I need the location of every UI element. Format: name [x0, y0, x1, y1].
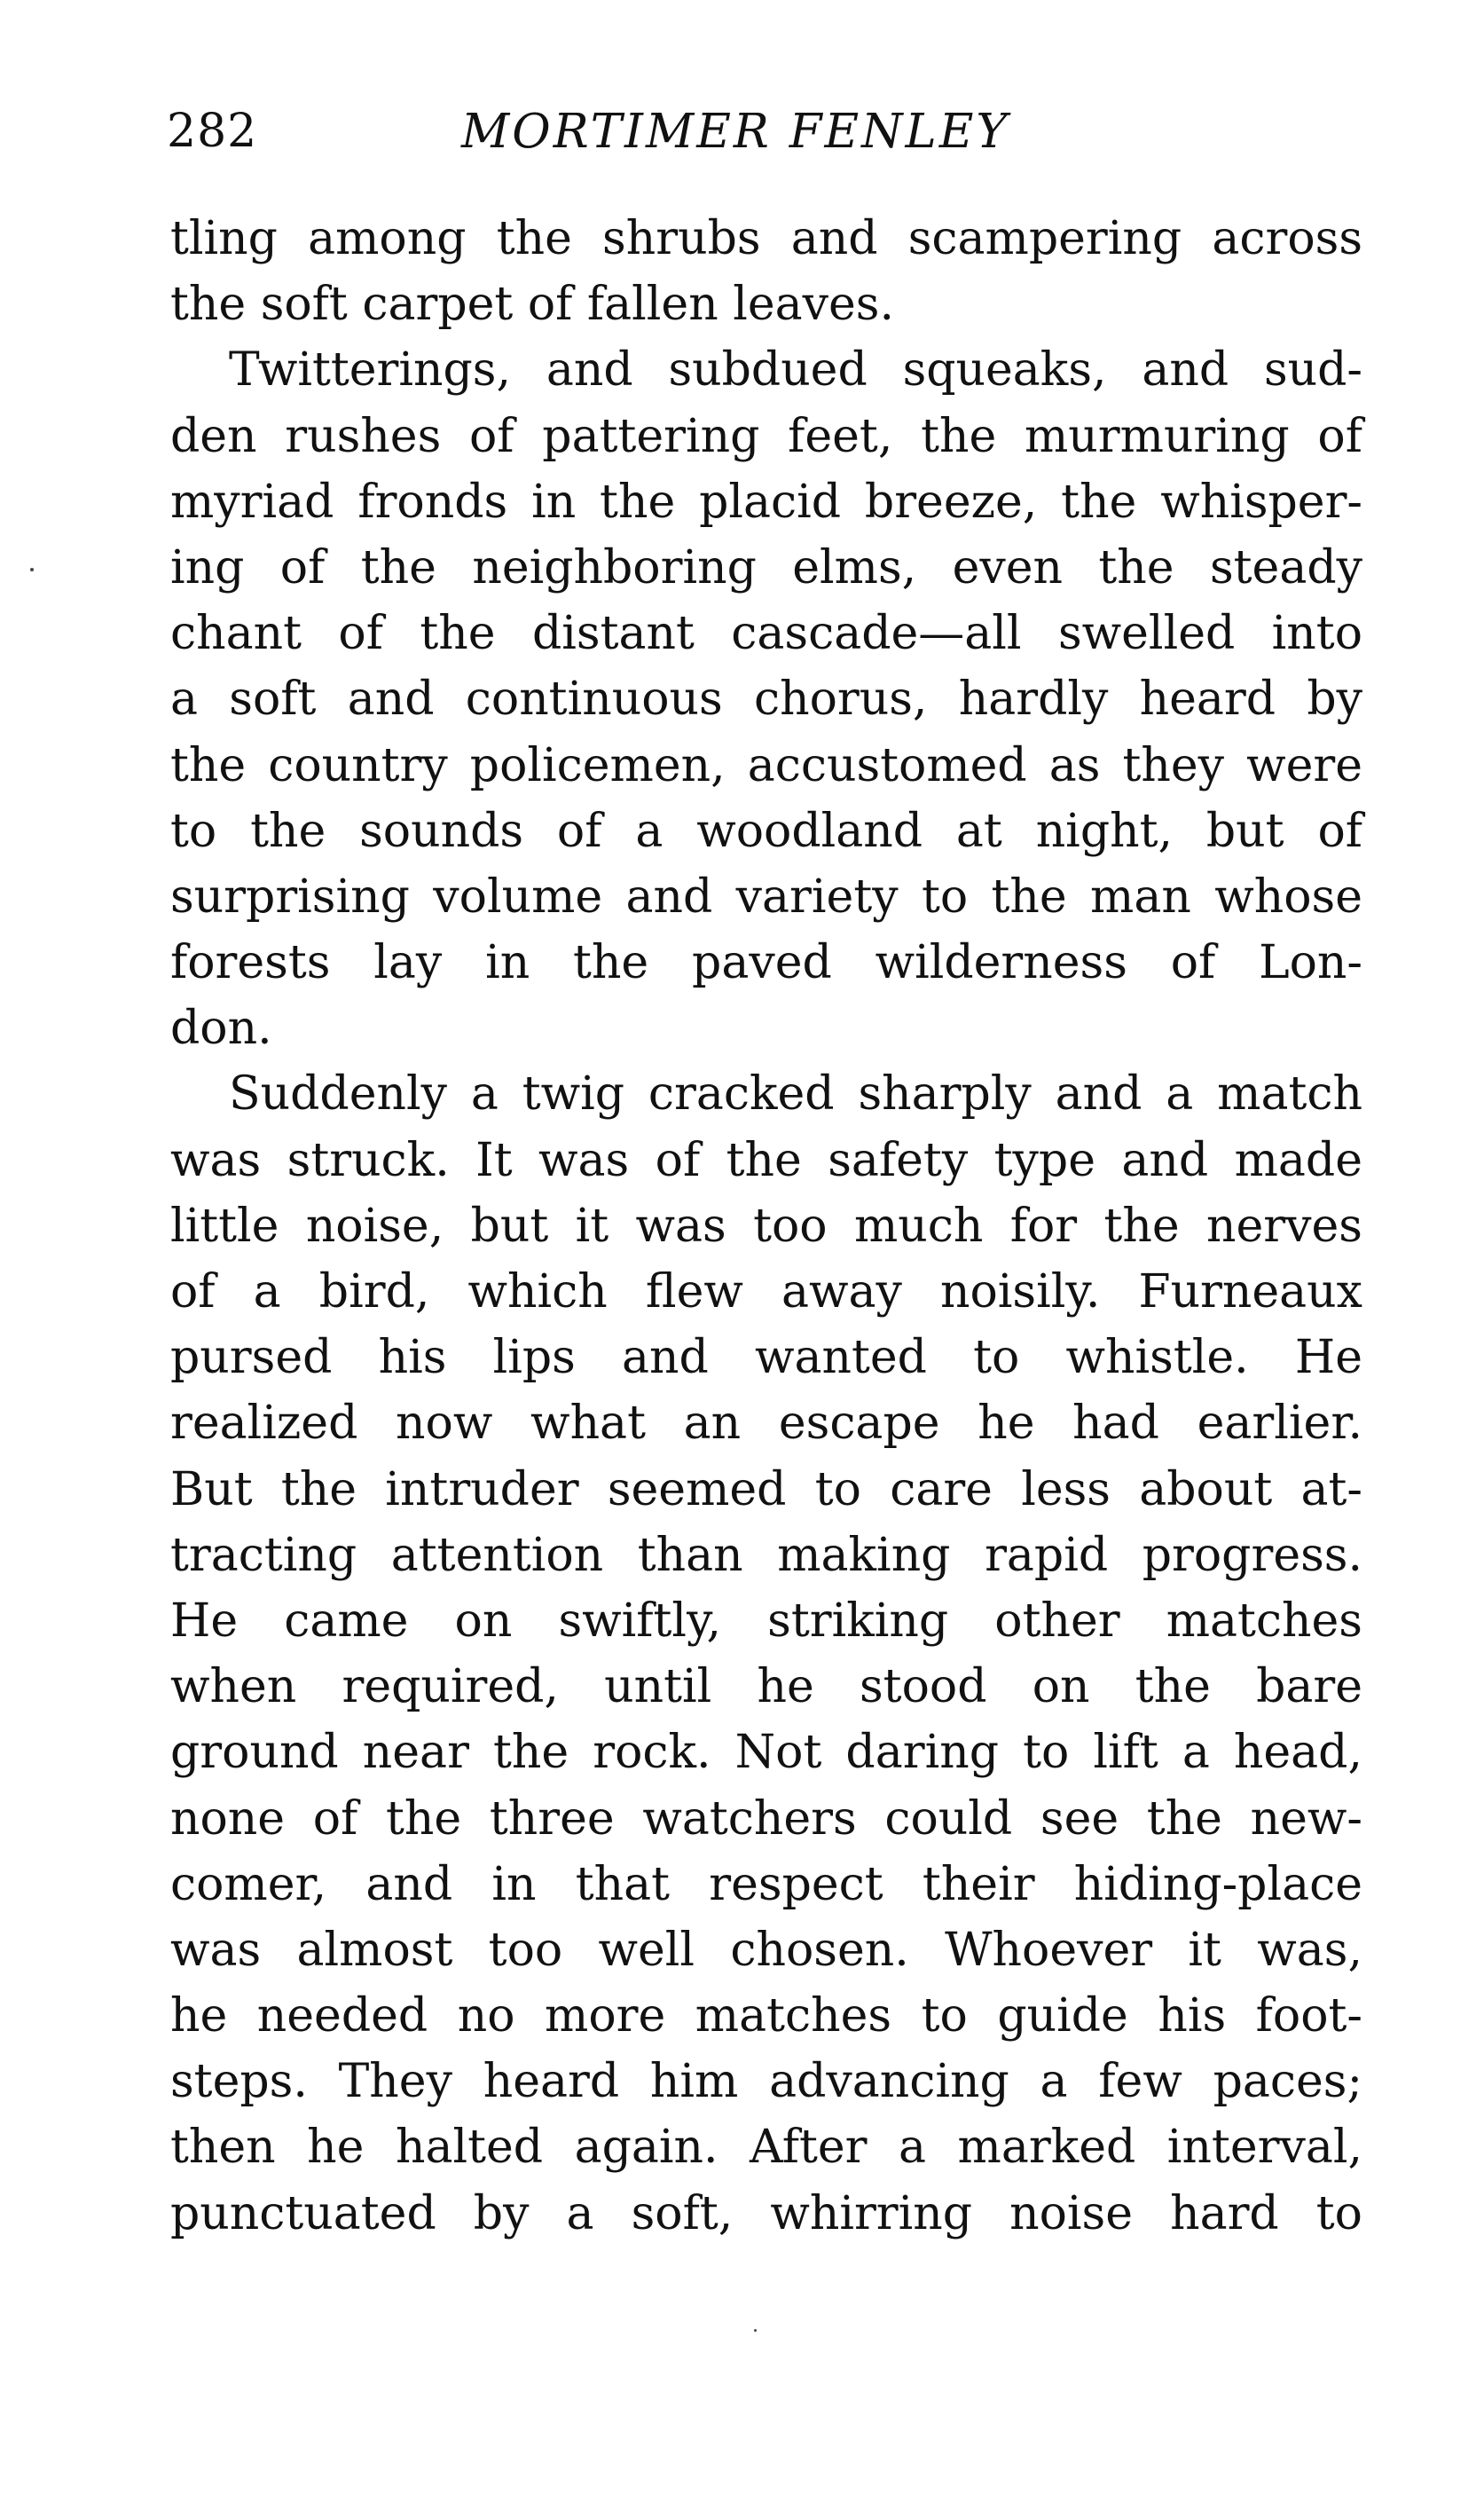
text-line: tracting attention than making rapid progress. [170, 1528, 1362, 1582]
text-line: Suddenly a twig cracked sharply and a match [229, 1067, 1362, 1122]
paper-speck [754, 2329, 757, 2332]
text-line: don. [170, 1002, 272, 1056]
text-line: realized now what an escape he had earlier. [170, 1397, 1362, 1451]
page-number: 282 [167, 105, 258, 158]
running-head: MORTIMER FENLEY [461, 105, 1010, 159]
text-line: was struck. It was of the safety type and made [170, 1133, 1362, 1187]
text-line: was almost too well chosen. Whoever it was, [170, 1923, 1362, 1977]
text-line: surprising volume and variety to the man whose [170, 870, 1362, 924]
text-line: the soft carpet of fallen leaves. [170, 278, 894, 332]
text-line: of a bird, which flew away noisily. Furneaux [170, 1265, 1362, 1319]
paper-speck [30, 568, 34, 571]
text-line: little noise, but it was too much for the nerves [170, 1199, 1362, 1253]
text-line: steps. They heard him advancing a few paces; [170, 2055, 1362, 2109]
text-line: he needed no more matches to guide his foot- [170, 1989, 1362, 2043]
text-line: punctuated by a soft, whirring noise hard to [170, 2186, 1362, 2240]
text-line: But the intruder seemed to care less about at- [170, 1462, 1362, 1516]
page-header [167, 105, 1364, 176]
text-line: comer, and in that respect their hiding-place [170, 1857, 1362, 1911]
text-line: tling among the shrubs and scampering across [170, 212, 1362, 265]
text-line: to the sounds of a woodland at night, but of [170, 804, 1362, 858]
text-line: none of the three watchers could see the new- [170, 1791, 1362, 1846]
text-line: He came on swiftly, striking other matches [170, 1594, 1362, 1648]
text-line: the country policemen, accustomed as they were [170, 738, 1362, 792]
text-line: den rushes of pattering feet, the murmuring of [170, 409, 1362, 463]
text-line: pursed his lips and wanted to whistle. He [170, 1331, 1362, 1385]
text-line: Twitterings, and subdued squeaks, and sud- [229, 343, 1362, 398]
body-text [170, 206, 1362, 2247]
text-line: forests lay in the paved wilderness of Lon- [170, 936, 1362, 990]
text-line: ground near the rock. Not daring to lift a head, [170, 1726, 1362, 1780]
text-line: chant of the distant cascade—all swelled into [170, 607, 1362, 661]
text-line: when required, until he stood on the bare [170, 1660, 1362, 1714]
text-line: then he halted again. After a marked interval, [170, 2121, 1362, 2175]
text-line: a soft and continuous chorus, hardly heard by [170, 673, 1362, 727]
text-line: myriad fronds in the placid breeze, the whisper- [170, 475, 1362, 529]
text-line: ing of the neighboring elms, even the steady [170, 540, 1362, 594]
